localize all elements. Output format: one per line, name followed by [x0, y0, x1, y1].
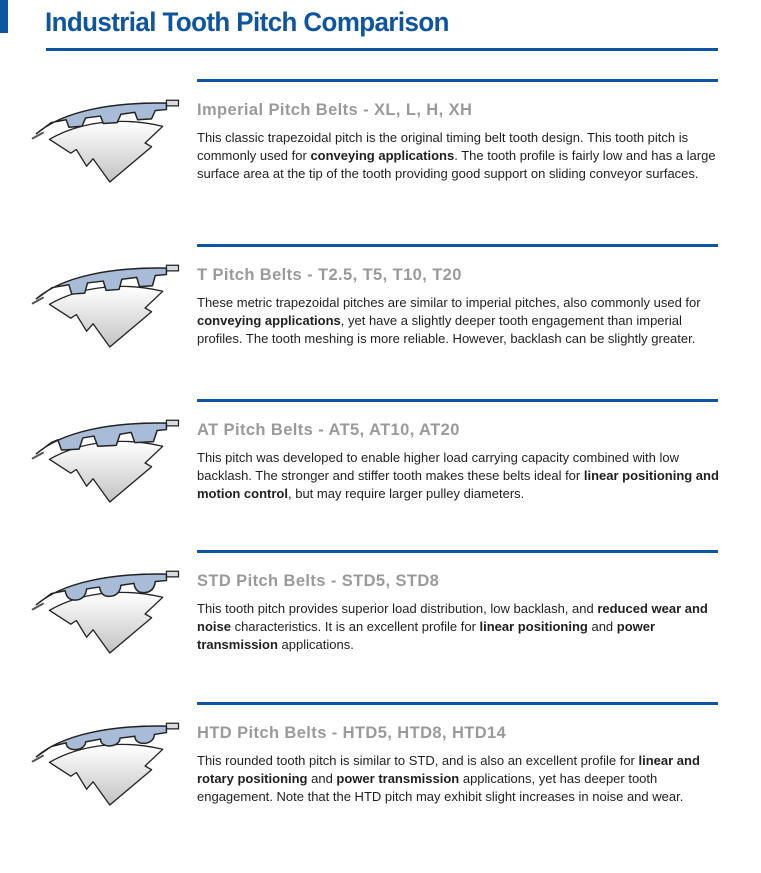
belt-tooth-profile-icon — [22, 91, 192, 195]
section-body: This tooth pitch provides superior load distribution, low backlash, and reduced wear and noise characteristics. It is an excellent profile for linear positioning and power transmission applications. — [197, 601, 708, 652]
section-body: These metric trapezoidal pitches are similar to imperial pitches, also commonly used for conveying applications, yet have a slightly deeper tooth engagement than imperial profiles. The tooth meshing is more reliable. However, backlash can be slightly greater. — [197, 295, 701, 346]
section-body: This pitch was developed to enable higher load carrying capacity combined with low backlash. The stronger and stiffer tooth makes these belts ideal for linear positioning and motion control, but may require larger pulley diameters. — [197, 450, 719, 501]
section-body: This classic trapezoidal pitch is the original timing belt tooth design. This tooth pitch is commonly used for conveying applications. The tooth profile is fairly low and has a large surface area at the tip of the tooth providing good support on sliding conveyor surfaces. — [197, 130, 716, 181]
section-divider — [197, 79, 718, 82]
belt-tooth-profile-icon — [22, 714, 192, 818]
top-left-accent-bar — [0, 0, 8, 33]
title-underline-rule — [46, 48, 718, 51]
at-belt-profile-illustration — [22, 411, 192, 515]
section-divider — [197, 244, 718, 247]
section-heading: Imperial Pitch Belts - XL, L, H, XH — [197, 101, 473, 119]
section-divider — [197, 399, 718, 402]
section-heading: AT Pitch Belts - AT5, AT10, AT20 — [197, 421, 460, 439]
page-title: Industrial Tooth Pitch Comparison — [45, 7, 449, 37]
imperial-belt-profile-illustration — [22, 91, 192, 195]
std-belt-profile-illustration — [22, 562, 192, 666]
belt-tooth-profile-icon — [22, 256, 192, 360]
htd-belt-profile-illustration — [22, 714, 192, 818]
section-heading: STD Pitch Belts - STD5, STD8 — [197, 572, 440, 590]
t-belt-profile-illustration — [22, 256, 192, 360]
section-heading: T Pitch Belts - T2.5, T5, T10, T20 — [197, 266, 462, 284]
section-divider — [197, 550, 718, 553]
section-divider — [197, 702, 718, 705]
section-heading: HTD Pitch Belts - HTD5, HTD8, HTD14 — [197, 724, 507, 742]
belt-tooth-profile-icon — [22, 411, 192, 515]
belt-tooth-profile-icon — [22, 562, 192, 666]
section-body: This rounded tooth pitch is similar to STD, and is also an excellent profile for linear and rotary positioning and power transmission applications, yet has deeper tooth engagement. Note that the HTD pitch may exhibit slight increases in noise and wear. — [197, 753, 700, 804]
